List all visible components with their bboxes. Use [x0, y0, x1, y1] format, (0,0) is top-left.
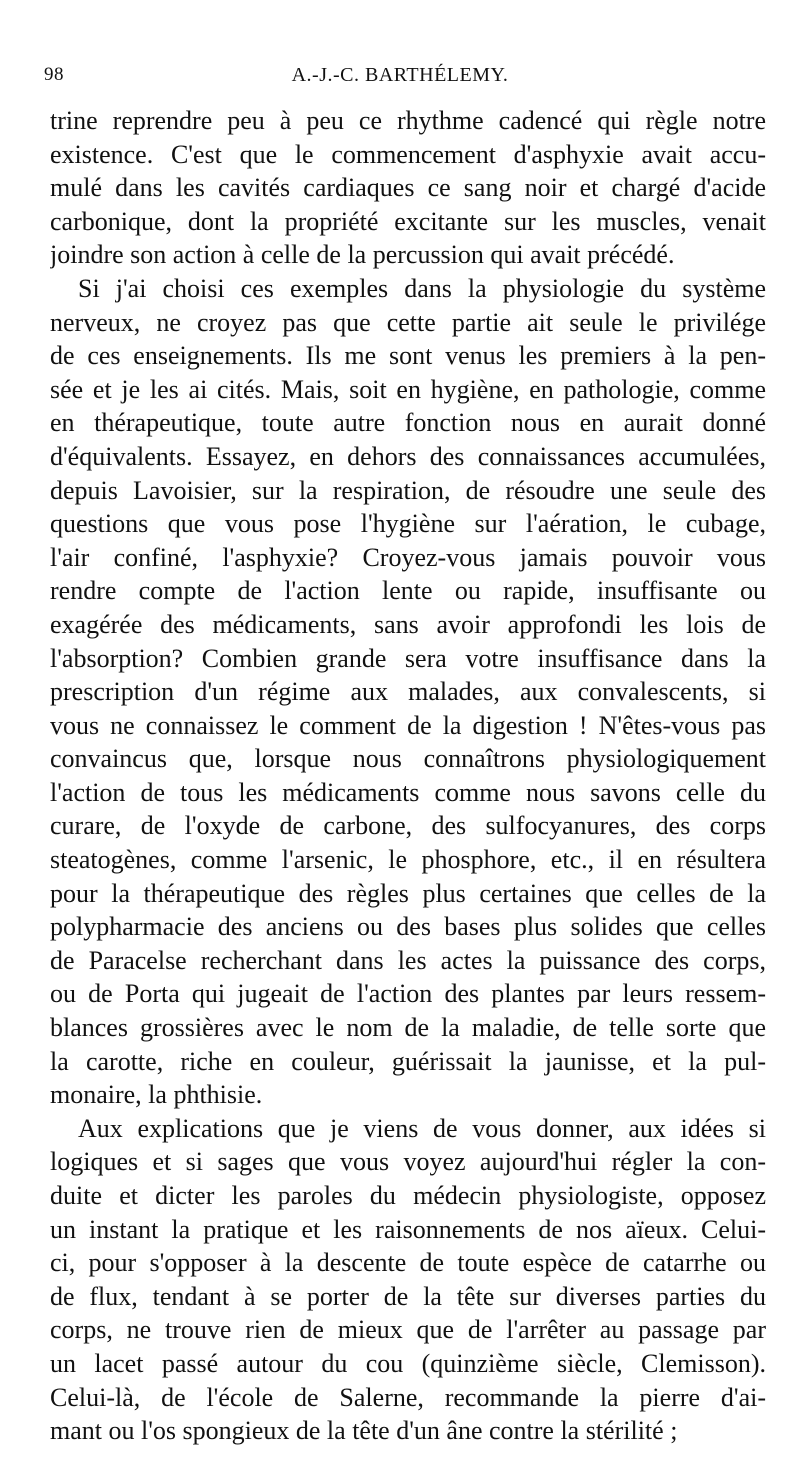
- text-line: Celui-là, de l'école de Salerne, recommande la pierre d'ai-: [50, 1382, 766, 1412]
- text-line: trine reprendre peu à peu ce rhythme cadencé qui règle notre: [50, 106, 766, 135]
- text-line: l'action de tous les médicaments comme nous savons celle du: [50, 777, 766, 807]
- text-line: en thérapeutique, toute autre fonction nous en aurait donné: [50, 408, 766, 438]
- text-line: Si j'ai choisi ces exemples dans la physiologie du système: [78, 273, 766, 303]
- text-line: steatogènes, comme l'arsenic, le phosphore, etc., il en résultera: [50, 845, 766, 875]
- text-line: l'air confiné, l'asphyxie? Croyez-vous jamais pouvoir vous: [50, 542, 766, 572]
- text-line: un instant la pratique et les raisonnements de nos aïeux. Celui-: [50, 1214, 766, 1244]
- text-line: la carotte, riche en couleur, guérissait la jaunisse, et la pul-: [50, 1046, 766, 1076]
- text-line: l'absorption? Combien grande sera votre insuffisance dans la: [50, 643, 766, 673]
- running-title: A.-J.-C. BARTHÉLEMY.: [291, 64, 509, 86]
- text-line: monaire, la phthisie.: [50, 1080, 263, 1110]
- text-line: prescription d'un régime aux malades, aux convalescents, si: [50, 677, 766, 707]
- text-line: pour la thérapeutique des règles plus certaines que celles de la: [50, 878, 766, 908]
- text-line: depuis Lavoisier, sur la respiration, de résoudre une seule des: [50, 475, 766, 505]
- text-line: convaincus que, lorsque nous connaîtrons physiologiquement: [50, 744, 766, 774]
- text-line: sée et je les ai cités. Mais, soit en hygiène, en pathologie, comme: [50, 374, 766, 404]
- page-header: [44, 58, 756, 92]
- text-line: carbonique, dont la propriété excitante sur les muscles, venait: [50, 206, 766, 236]
- text-line: duite et dicter les paroles du médecin physiologiste, opposez: [50, 1181, 766, 1210]
- body-text: [50, 104, 766, 1448]
- text-line: existence. C'est que le commencement d'asphyxie avait accu-: [50, 139, 766, 169]
- text-line: ou de Porta qui jugeait de l'action des plantes par leurs ressem-: [50, 979, 766, 1009]
- text-line: corps, ne trouve rien de mieux que de l'arrêter au passage par: [50, 1315, 766, 1345]
- text-line: de flux, tendant à se porter de la tête sur diverses parties du: [50, 1281, 766, 1311]
- text-line: ci, pour s'opposer à la descente de toute espèce de catarrhe ou: [50, 1248, 766, 1278]
- text-line: rendre compte de l'action lente ou rapide, insuffisante ou: [50, 576, 766, 606]
- text-line: mant ou l'os spongieux de la tête d'un âne contre la stérilité ;: [50, 1416, 678, 1446]
- text-line: un lacet passé autour du cou (quinzième siècle, Clemisson).: [50, 1348, 766, 1378]
- text-line: de Paracelse recherchant dans les actes la puissance des corps,: [50, 945, 766, 975]
- page-number: 98: [44, 64, 64, 85]
- text-line: exagérée des médicaments, sans avoir approfondi les lois de: [50, 609, 766, 639]
- text-line: mulé dans les cavités cardiaques ce sang noir et chargé d'acide: [50, 173, 766, 203]
- text-line: d'équivalents. Essayez, en dehors des connaissances accumulées,: [50, 441, 766, 471]
- text-line: de ces enseignements. Ils me sont venus les premiers à la pen-: [50, 341, 766, 371]
- text-line: joindre son action à celle de la percussion qui avait précédé.: [50, 240, 675, 270]
- text-line: questions que vous pose l'hygiène sur l'aération, le cubage,: [50, 509, 766, 539]
- text-line: Aux explications que je viens de vous donner, aux idées si: [78, 1113, 766, 1143]
- text-line: logiques et si sages que vous voyez aujourd'hui régler la con-: [50, 1147, 766, 1177]
- text-line: polypharmacie des anciens ou des bases plus solides que celles: [50, 912, 766, 942]
- text-line: vous ne connaissez le comment de la digestion ! N'êtes-vous pas: [50, 710, 766, 740]
- text-line: nerveux, ne croyez pas que cette partie ait seule le privilége: [50, 307, 766, 337]
- text-line: curare, de l'oxyde de carbone, des sulfocyanures, des corps: [50, 811, 766, 841]
- text-line: blances grossières avec le nom de la maladie, de telle sorte que: [50, 1013, 766, 1043]
